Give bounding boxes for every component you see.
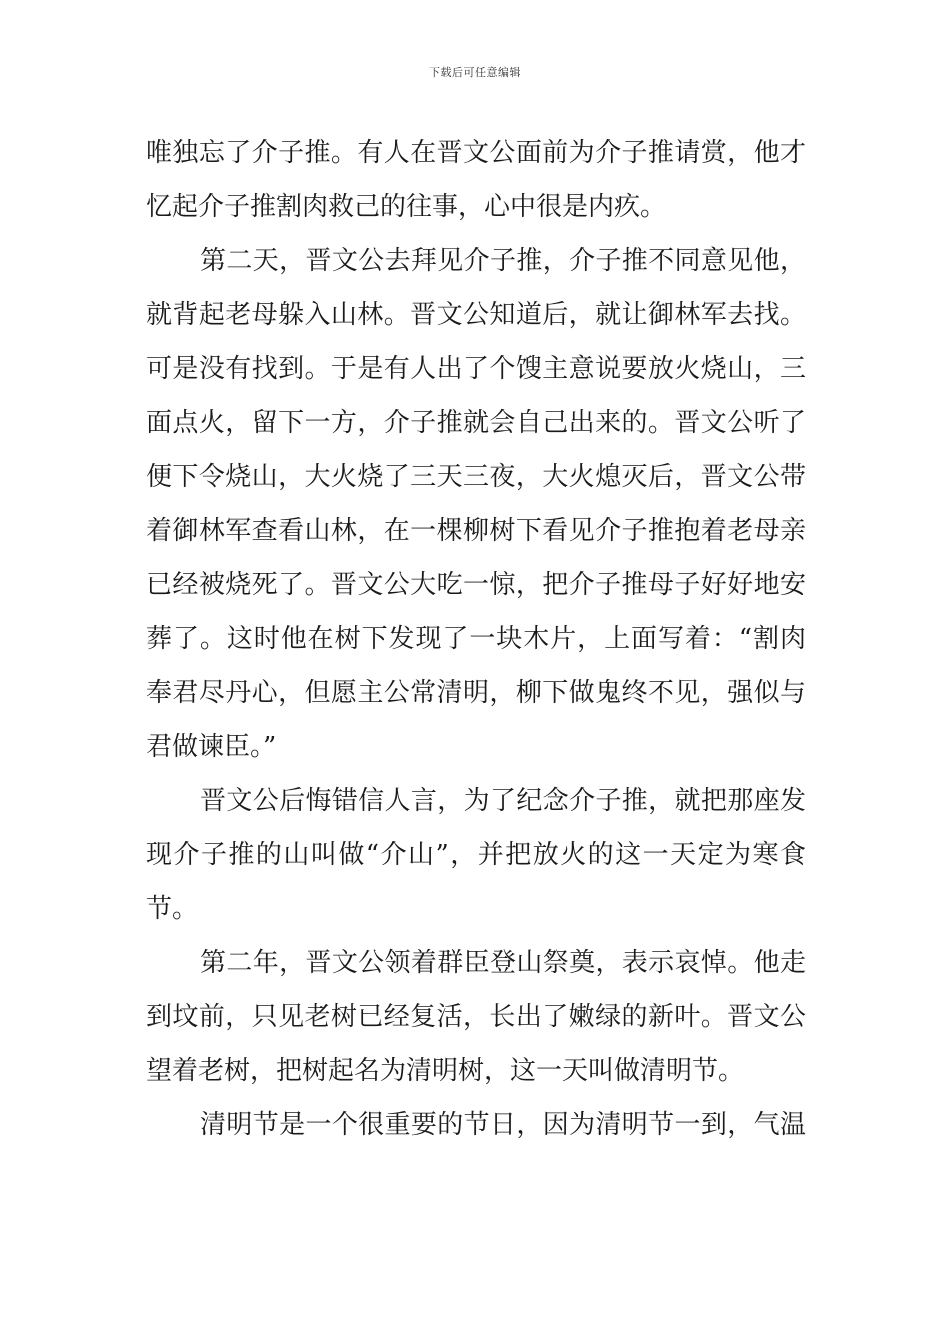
text-line: 望着老树，把树起名为清明树，这一天叫做清明节。 xyxy=(146,1056,745,1086)
page-header: 下载后可任意编辑 xyxy=(429,66,521,79)
text-line: 已经被烧死了。晋文公大吃一惊，把介子推母子好好地安 xyxy=(146,570,806,600)
text-line: 清明节是一个很重要的节日，因为清明节一到，气温 xyxy=(200,1110,806,1140)
text-line: 奉君尽丹心，但愿主公常清明，柳下做鬼终不见，强似与 xyxy=(146,678,806,708)
text-line: 着御林军查看山林，在一棵柳树下看见介子推抱着老母亲 xyxy=(146,516,806,546)
text-line: 君做谏臣。” xyxy=(146,732,277,762)
text-line: 可是没有找到。于是有人出了个馊主意说要放火烧山，三 xyxy=(146,354,806,384)
text-line: 忆起介子推割肉救己的往事，心中很是内疚。 xyxy=(146,192,667,222)
text-line: 晋文公后悔错信人言，为了纪念介子推，就把那座发 xyxy=(200,786,806,816)
text-line: 便下令烧山，大火烧了三天三夜，大火熄灭后，晋文公带 xyxy=(146,462,806,492)
text-line: 现介子推的山叫做“介山”，并把放火的这一天定为寒食 xyxy=(146,840,806,870)
text-line: 面点火，留下一方，介子推就会自己出来的。晋文公听了 xyxy=(146,408,806,438)
text-line: 就背起老母躲入山林。晋文公知道后，就让御林军去找。 xyxy=(146,300,806,330)
text-line: 到坟前，只见老树已经复活，长出了嫩绿的新叶。晋文公 xyxy=(146,1002,806,1032)
text-line: 第二天，晋文公去拜见介子推，介子推不同意见他， xyxy=(200,246,806,276)
document-body xyxy=(146,126,806,1152)
text-line: 唯独忘了介子推。有人在晋文公面前为介子推请赏，他才 xyxy=(146,138,806,168)
text-line: 第二年，晋文公领着群臣登山祭奠，表示哀悼。他走 xyxy=(200,948,806,978)
text-line: 葬了。这时他在树下发现了一块木片，上面写着：“割肉 xyxy=(146,624,806,654)
text-line: 节。 xyxy=(146,894,199,924)
